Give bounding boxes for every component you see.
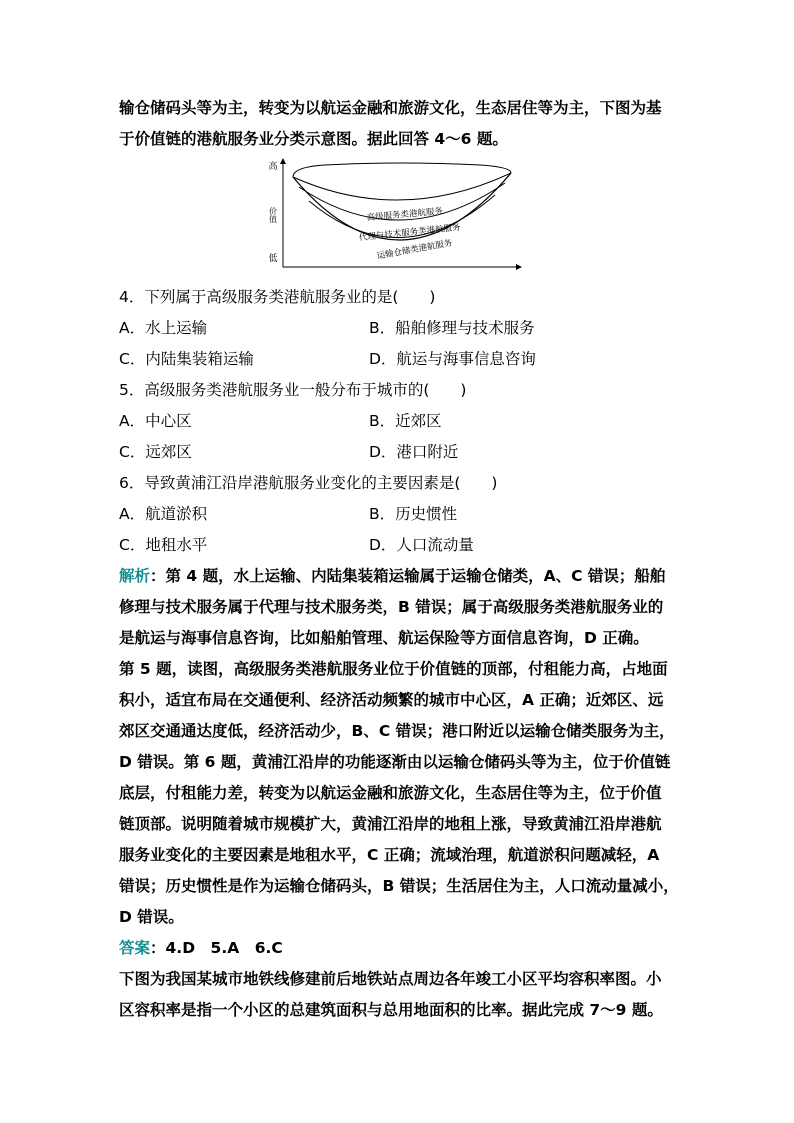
band3-label: 运输仓储类港航服务 xyxy=(376,238,454,262)
y-axis-label: 价值 xyxy=(268,207,278,223)
answer-line xyxy=(119,936,283,958)
option-b: B．近郊区 xyxy=(369,412,442,430)
band2-label: 代理与技术服务类港航服务 xyxy=(358,222,462,244)
question-4-stem: 4．下列属于高级服务类港航服务业的是( ) xyxy=(119,288,436,306)
band1-label: 高级服务类港航服务 xyxy=(366,206,444,224)
y-top-label: 高 xyxy=(268,162,278,172)
explanation-line: 服务业变化的主要因素是地租水平，C 正确；流域治理，航道淤积问题减轻，A xyxy=(119,846,660,864)
question-5-stem: 5．高级服务类港航服务业一般分布于城市的( ) xyxy=(119,381,467,399)
intro-line-1: 输仓储码头等为主，转变为以航运金融和旅游文化，生态居住等为主，下图为基 xyxy=(119,99,662,117)
value-chain-figure xyxy=(265,155,525,275)
option-d: D．港口附近 xyxy=(369,443,459,461)
option-a: A．水上运输 xyxy=(119,319,208,337)
option-c: C．地租水平 xyxy=(119,536,208,554)
option-d: D．航运与海事信息咨询 xyxy=(369,350,536,368)
explanation-text: ：第 4 题，水上运输、内陆集装箱运输属于运输仓储类，A、C 错误；船舶 xyxy=(150,567,666,585)
option-b: B．船舶修理与技术服务 xyxy=(369,319,535,337)
option-a: A．中心区 xyxy=(119,412,192,430)
answer-label: 答案 xyxy=(119,939,151,957)
explanation-line: D 错误。 xyxy=(119,908,184,926)
explanation-line: 积小，适宜布局在交通便利、经济活动频繁的城市中心区，A 正确；近郊区、远 xyxy=(119,691,664,709)
explanation-line: 修理与技术服务属于代理与技术服务类，B 错误；属于高级服务类港航服务业的 xyxy=(119,598,664,616)
option-c: C．内陆集装箱运输 xyxy=(119,350,254,368)
question-6-stem: 6．导致黄浦江沿岸港航服务业变化的主要因素是( ) xyxy=(119,474,498,492)
explanation-line: 第 5 题，读图，高级服务类港航服务业位于价值链的顶部，付租能力高，占地面 xyxy=(119,660,668,678)
answer-text: ：4.D 5.A 6.C xyxy=(150,939,283,957)
option-a: A．航道淤积 xyxy=(119,505,208,523)
option-c: C．远郊区 xyxy=(119,443,192,461)
intro-line-2: 于价值链的港航服务业分类示意图。据此回答 4～6 题。 xyxy=(119,130,508,148)
explanation-line: D 错误。第 6 题，黄浦江沿岸的功能逐渐由以运输仓储码头等为主，位于价值链 xyxy=(119,753,671,771)
explanation-line: 是航运与海事信息咨询，比如船舶管理、航运保险等方面信息咨询，D 正确。 xyxy=(119,629,649,647)
band1-curve xyxy=(293,173,511,200)
explanation-first-line xyxy=(119,564,665,586)
next-intro-line-1: 下图为我国某城市地铁线修建前后地铁站点周边各年竣工小区平均容积率图。小 xyxy=(119,970,662,988)
option-d: D．人口流动量 xyxy=(369,536,474,554)
next-intro-line-2: 区容积率是指一个小区的总建筑面积与总用地面积的比率。据此完成 7～9 题。 xyxy=(119,1001,663,1019)
explanation-line: 错误；历史惯性是作为运输仓储码头，B 错误；生活居住为主，人口流动量减小， xyxy=(119,877,679,895)
explanation-label: 解析 xyxy=(119,567,151,585)
y-bottom-label: 低 xyxy=(268,254,278,264)
explanation-line: 链顶部。说明随着城市规模扩大，黄浦江沿岸的地租上涨，导致黄浦江沿岸港航 xyxy=(119,815,662,833)
top-rim xyxy=(293,163,511,177)
value-chain-diagram xyxy=(265,155,525,275)
option-b: B．历史惯性 xyxy=(369,505,458,523)
explanation-line: 郊区交通通达度低，经济活动少，B、C 错误；港口附近以运输仓储类服务为主， xyxy=(119,722,675,740)
explanation-line: 底层，付租能力差，转变为以航运金融和旅游文化，生态居住等为主，位于价值 xyxy=(119,784,662,802)
